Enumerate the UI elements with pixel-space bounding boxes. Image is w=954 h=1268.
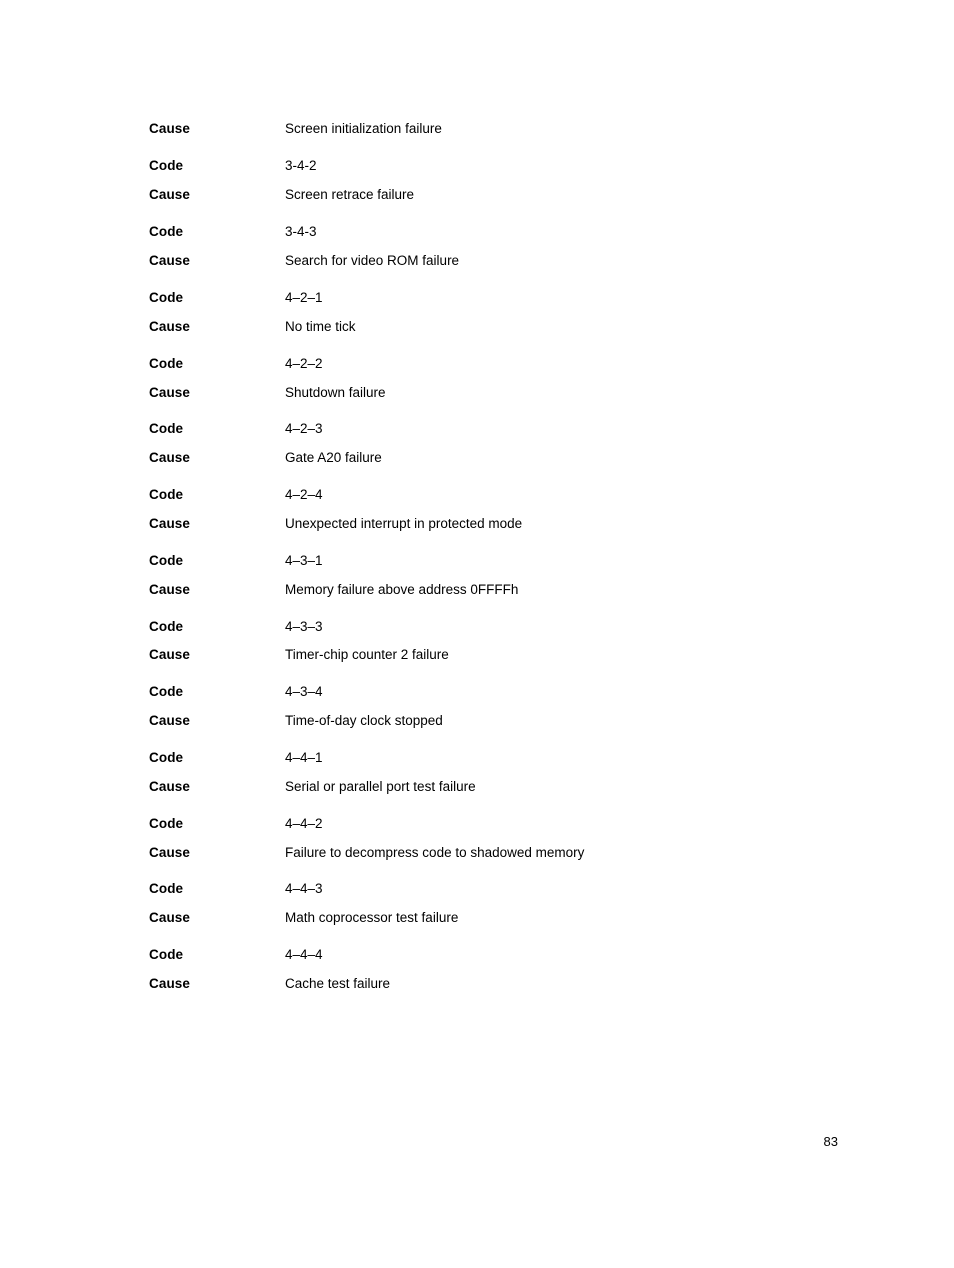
code-row [0, 945, 954, 965]
cause-value: Time-of-day clock stopped [285, 713, 443, 728]
cause-label: Cause [149, 845, 191, 860]
code-value: 4–2–2 [285, 356, 323, 371]
code-row [0, 617, 954, 637]
cause-value: Memory failure above address 0FFFFh [285, 582, 519, 597]
cause-label: Cause [149, 647, 191, 662]
code-label: Code [149, 619, 184, 634]
code-label: Code [149, 947, 184, 962]
cause-label: Cause [149, 910, 191, 925]
cause-value: Timer-chip counter 2 failure [285, 647, 449, 662]
code-label: Code [149, 553, 184, 568]
cause-value: Unexpected interrupt in protected mode [285, 516, 523, 531]
cause-label: Cause [149, 713, 191, 728]
code-row [0, 748, 954, 768]
cause-row [0, 317, 954, 337]
code-label: Code [149, 487, 184, 502]
cause-label: Cause [149, 319, 191, 334]
cause-value: Screen retrace failure [285, 187, 415, 202]
cause-row [0, 974, 954, 994]
cause-value: Cache test failure [285, 976, 391, 991]
code-row [0, 551, 954, 571]
code-value: 4–2–3 [285, 421, 323, 436]
code-value: 4–4–2 [285, 816, 323, 831]
cause-value: No time tick [285, 319, 356, 334]
code-value: 4–3–3 [285, 619, 323, 634]
code-label: Code [149, 290, 184, 305]
cause-value: Math coprocessor test failure [285, 910, 459, 925]
code-label: Code [149, 684, 184, 699]
code-value: 4–4–3 [285, 881, 323, 896]
code-value: 3-4-3 [285, 224, 317, 239]
cause-row [0, 448, 954, 468]
cause-value: Gate A20 failure [285, 450, 382, 465]
code-row [0, 682, 954, 702]
cause-row [0, 383, 954, 403]
cause-value: Search for video ROM failure [285, 253, 460, 268]
cause-row [0, 711, 954, 731]
cause-label: Cause [149, 779, 191, 794]
cause-label: Cause [149, 976, 191, 991]
code-row [0, 419, 954, 439]
code-label: Code [149, 421, 184, 436]
cause-value: Serial or parallel port test failure [285, 779, 476, 794]
code-label: Code [149, 356, 184, 371]
cause-row [0, 777, 954, 797]
cause-row [0, 580, 954, 600]
code-label: Code [149, 881, 184, 896]
cause-row [0, 645, 954, 665]
code-label: Code [149, 750, 184, 765]
code-label: Code [149, 816, 184, 831]
cause-label: Cause [149, 582, 191, 597]
cause-row [0, 185, 954, 205]
cause-value: Shutdown failure [285, 385, 386, 400]
code-row [0, 354, 954, 374]
code-row [0, 222, 954, 242]
cause-label: Cause [149, 450, 191, 465]
code-row [0, 814, 954, 834]
code-row [0, 156, 954, 176]
cause-row [0, 908, 954, 928]
cause-row [0, 843, 954, 863]
code-value: 4–2–4 [285, 487, 323, 502]
cause-row [0, 251, 954, 271]
cause-label: Cause [149, 121, 191, 136]
code-value: 4–4–1 [285, 750, 323, 765]
cause-label: Cause [149, 253, 191, 268]
code-label: Code [149, 158, 184, 173]
code-value: 4–3–4 [285, 684, 323, 699]
cause-row [0, 119, 954, 139]
cause-label: Cause [149, 385, 191, 400]
cause-value: Failure to decompress code to shadowed memory [285, 845, 585, 860]
code-value: 4–3–1 [285, 553, 323, 568]
cause-label: Cause [149, 516, 191, 531]
page-number: 83 [823, 1134, 838, 1149]
cause-row [0, 514, 954, 534]
code-value: 4–4–4 [285, 947, 323, 962]
code-row [0, 485, 954, 505]
code-row [0, 288, 954, 308]
code-row [0, 879, 954, 899]
cause-label: Cause [149, 187, 191, 202]
code-value: 4–2–1 [285, 290, 323, 305]
cause-value: Screen initialization failure [285, 121, 442, 136]
code-value: 3-4-2 [285, 158, 317, 173]
code-label: Code [149, 224, 184, 239]
